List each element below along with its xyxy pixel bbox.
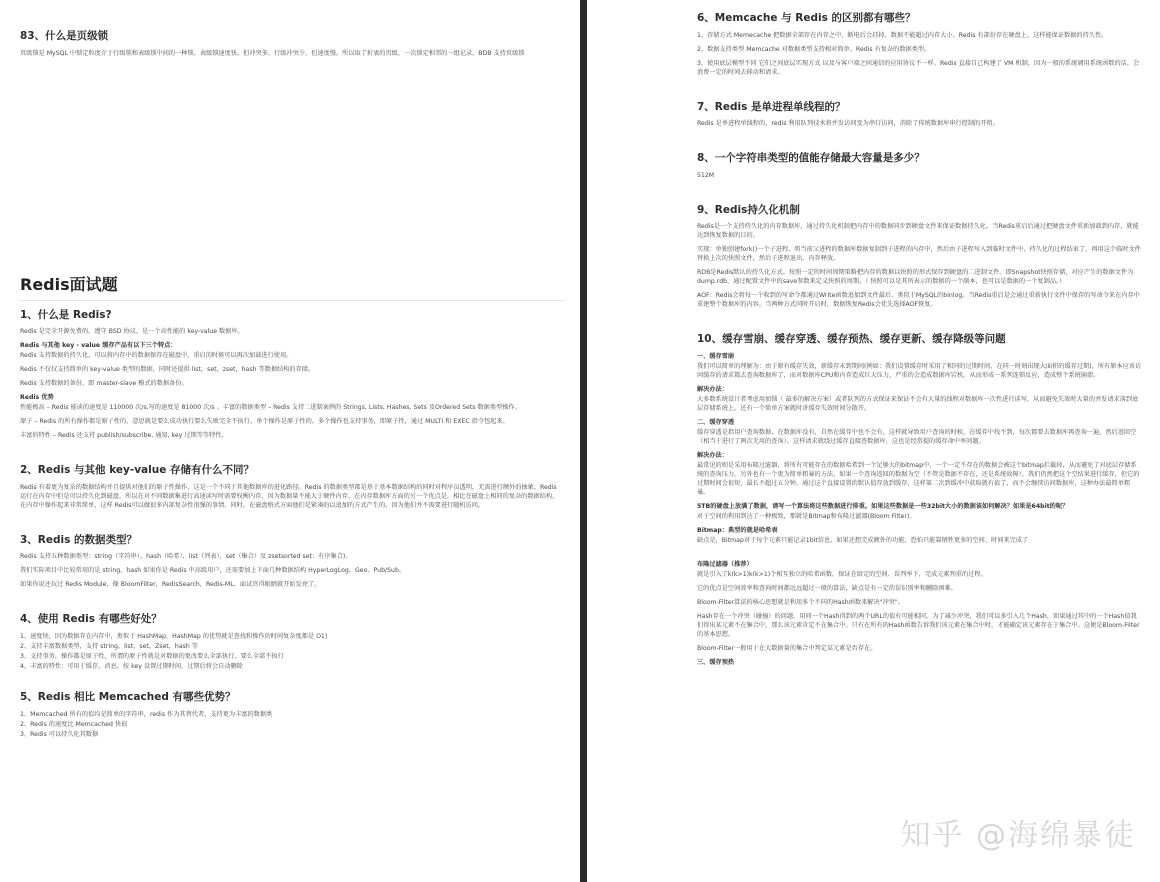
paragraph: Hash存在一个冲突（碰撞）的问题，用同一个Hash得到的两个URL的值有可能相同。为了减少冲突，我们可以多引入几个Hash，如果通过其中的一个Hash值我们得出某元素不在集合中，那么该元素肯定不在集合中。只有在所有的Hash函数告诉我们该元素在集合中时，才能确定该元素存在于集合中。这便是Bloom-Filter的基本思想。: [697, 612, 1140, 638]
paragraph: 它的优点是空间效率和查询时间都远远超过一般的算法，缺点是有一定的误识别率和删除困难。: [697, 584, 957, 592]
subheading: 一、缓存雪崩: [697, 352, 735, 360]
list-item: 3、Redis 可以持久化其数据: [20, 730, 99, 738]
page-divider: [580, 0, 587, 882]
paragraph: Redis 支持数据的备份，即 master-slave 模式的数据备份。: [20, 380, 188, 388]
paragraph: Redis 支持数据的持久化，可以将内存中的数据保存在磁盘中，重启的时候可以再次加载进行使用。: [20, 352, 293, 360]
paragraph: 我们实际项目中比较常用的是 string，hash 如果你是 Redis 中高级用户，还需要加上下面几种数据结构 HyperLogLog、Geo、Pub/Sub。: [20, 567, 406, 575]
paragraph: 缺点是，Bitmap对于每个元素只能记录1bit信息，如果还想完成额外的功能，恐怕只能靠牺牲更多的空间、时间来完成了: [697, 536, 1029, 544]
subheading: Bitmap：典型的就是哈希表: [697, 526, 778, 534]
paragraph: 实现：单独创建fork()一个子进程，将当前父进程的数据库数据复制到子进程的内存中，然后由子进程写入到临时文件中，持久化的过程结束了，再用这个临时文件替换上次的快照文件，然后子进程退出，内存释放。: [697, 246, 1141, 263]
paragraph: 大多数系统设计者考虑用加锁（ 最多的解决方案）或者队列的方式保证来保证不会有大量的线程对数据库一次性进行读写，从而避免失效时大量的并发请求落到底层存储系统上。还有一个简单方案就时讲缓存失效时间分散开。: [697, 395, 1139, 412]
list-item: 2、支持丰富数据类型，支持 string，list，set，Zset，hash 等: [20, 642, 198, 650]
paragraph: 512M: [697, 171, 715, 179]
section-title-1: 1、什么是 Redis?: [20, 308, 112, 321]
list-item: 2、Redis 的速度比 Memcached 快很: [20, 720, 128, 728]
paragraph: 就是引入了k(k>1)k(k>1)个相互独立的哈希函数，保证在给定的空间、误判率下，完成元素判重的过程。: [697, 570, 987, 578]
paragraph: Bloom-Filter一般用于在大数据量的集合中判定某元素是否存在。: [697, 644, 877, 652]
zhihu-watermark: 知乎 @海绵暴徒: [900, 818, 1136, 853]
section-title-2: 2、Redis 与其他 key-value 存储有什么不同？: [20, 464, 254, 477]
list-item: 1、速度快，因为数据存在内存中，类似于 HashMap，HashMap 的优势就是查找和操作的时间复杂度都是 O1): [20, 632, 328, 640]
paragraph: 最常见的则是采用布隆过滤器，将所有可能存在的数据哈希到一个足够大的bitmap中，一个一定不存在的数据会被这个bitmap拦截掉，从而避免了对底层存储系统的查询压力。另外也有一个更为简单粗暴的方法，如果一个查询返回的数据为空（不管是数据不存在，还是系统故障），我们仍然把这个空结果进行缓存，但它的过期时间会很短，最长不超过五分钟。通过这个直接设置的默认值存放到缓存，这样第二次到缓冲中获取就有值了，而不会继续访问数据库，这种办法最简单粗暴。: [697, 461, 1140, 496]
subheading: 解决办法：: [697, 385, 728, 393]
paragraph: 我们可以简单的理解为：由于原有缓存失效，新缓存未到期间(例如：我们设置缓存时采用了相同的过期时间，在同一时刻出现大面积的缓存过期)，所有原本应该访问缓存的请求都去查询数据库了，而对数据库CPU和内存造成巨大压力，严重的会造成数据库宕机。从而形成一系列连锁反应，造成整个系统崩溃。: [697, 362, 1142, 379]
paragraph: 缓存穿透是指用户查询数据，在数据库没有，自然在缓存中也不会有。这样就导致用户查询的时候，在缓存中找不到，每次都要去数据库再查询一遍，然后返回空（相当于进行了两次无用的查询）。这样请求就绕过缓存直接查数据库，这也是经常提的缓存命中率问题。: [697, 428, 1137, 445]
paragraph: 丰富的特性 – Redis 还支持 publish/subscribe, 通知, key 过期等等特性。: [20, 432, 228, 440]
list-item: 4、丰富的特性：可用于缓存，消息，按 key 设置过期时间，过期后将会自动删除: [20, 662, 243, 670]
paragraph: Redis 是完全开源免费的，遵守 BSD 协议，是一个高性能的 key-value 数据库。: [20, 328, 244, 336]
section-title-10: 10、缓存雪崩、缓存穿透、缓存预热、缓存更新、缓存降级等问题: [697, 333, 1006, 346]
section-title-7: 7、Redis 是单进程单线程的？: [697, 100, 846, 113]
paragraph: Redis 不仅仅支持简单的 key-value 类型的数据，同时还提供 list，set，zset，hash 等数据结构的存储。: [20, 366, 315, 374]
subheading: 布隆过滤器（推荐）: [697, 560, 753, 568]
section-title-6: 6、Memcache 与 Redis 的区别都有哪些？: [697, 12, 916, 24]
document-page-right: [587, 0, 1160, 882]
paragraph: RDB是Redis默认的持久化方式。按照一定的时间周期策略把内存的数据以快照的形式保存到硬盘的二进制文件。即Snapshot快照存储，对应产生的数据文件为dump.rdb，通过配置文件中的save参数来定义快照的周期。（ 快照可以是其所表示的数据的一个副本，也可以是数据的一个复制品。）: [697, 269, 1134, 286]
paragraph: 3、使用底层模型不同 它们之间底层实现方式 以及与客户端之间通信的应用协议不一样。Redis 直接自己构建了 VM 机制，因为一般的系统调用系统函数的话，会浪费一定的时间去移动和请求。: [697, 59, 1140, 76]
section-title-9: 9、Redis持久化机制: [697, 203, 800, 216]
subheading: Redis 优势: [20, 394, 54, 402]
paragraph: Redis 有着更为复杂的数据结构并且提供对他们的原子性操作，这是一个不同于其他数据库的进化路径。Redis 的数据类型都是基于基本数据结构的同时对程序员透明，无需进行额外的抽象。Redis 运行在内存中但是可以持久化到磁盘，所以在对不同数据集进行高速读写时需要权衡内存，因为数据量不能大于硬件内存。在内存数据库方面的另一个优点是，相比在磁盘上相同的复杂的数据结构，在内存中操作起来非常简单，这样 Redis可以做很多内部复杂性很强的事情。同时，在磁盘格式方面他们是紧凑的以追加的方式产生的，因为他们并不需要进行随机访问。: [20, 483, 559, 509]
paragraph: 1、存储方式 Memecache 把数据全部存在内存之中，断电后会挂掉，数据不能超过内存大小。Redis 有部份存在硬盘上，这样能保证数据的持久性。: [697, 31, 1108, 39]
list-item: 1、Memcached 所有的值均是简单的字符串，redis 作为其替代者，支持更为丰富的数据类: [20, 710, 273, 718]
paragraph: Redis是一个支持持久化的内存数据库，通过持久化机制把内存中的数据同步到硬盘文件来保证数据持久化。当Redis重启后通过把硬盘文件重新加载到内存，就能达到恢复数据的目的。: [697, 223, 1139, 240]
paragraph: Bloom-Filter算法的核心思想就是利用多个不同的Hash函数来解决"冲突"。: [697, 598, 904, 606]
subheading: 二、缓存穿透: [697, 418, 735, 426]
list-item: 3、支持事务，操作都是原子性，所谓的原子性就是对数据的更改要么全部执行，要么全部不执行: [20, 652, 284, 660]
section-title-5: 5、Redis 相比 Memcached 有哪些优势？: [20, 690, 236, 703]
section-title-83: 83、什么是页级锁: [20, 30, 109, 42]
paragraph: 页级锁是 MySQL 中锁定粒度介于行级锁和表级锁中间的一种锁。表级锁速度快，但冲突多，行级冲突少，但速度慢。所以取了折衷的页级，一次锁定相邻的一组记录。BDB 支持页级锁: [20, 49, 525, 57]
subheading: 5TB的硬盘上放满了数据，请写一个算法将这些数据进行排重。如果这些数据是一些32bit大小的数据该如何解决？如果是64bit的呢？: [697, 502, 1069, 510]
paragraph: Redis 支持五种数据类型：string（字符串），hash（哈希），list（列表），set（集合）及 zsetsorted set：有序集合)。: [20, 553, 352, 561]
section-title-8: 8、一个字符串类型的值能存储最大容量是多少？: [697, 152, 925, 165]
subheading: 三、缓存预热: [697, 658, 735, 666]
paragraph: AOF：Redis会将每一个收到的写命令都通过Write函数追加到文件最后，类似于MySQL的binlog。当Redis重启是会通过重新执行文件中保存的写命令来在内存中重建整个数据库的内容。当两种方式同时开启时，数据恢复Redis会优先选择AOF恢复。: [697, 292, 1140, 309]
paragraph: Redis 是单进程单线程的，redis 利用队列技术将并发访问变为串行访问，消除了传统数据库串行控制的开销。: [697, 120, 999, 128]
paragraph: 如果你说还玩过 Redis Module，像 BloomFilter，RedisSearch，Redis-ML，面试官得眼睛就开始发亮了。: [20, 581, 321, 589]
paragraph: 性能极高 – Redis 能读的速度是 110000 次/s,写的速度是 81000 次/s 。丰富的数据类型 – Redis 支持二进制案例的 Strings, Lists, Hashes, Sets 及Ordered Sets 数据类型操作。: [20, 404, 521, 412]
section-title-4: 4、使用 Redis 有哪些好处？: [20, 613, 162, 626]
section-title-3: 3、Redis 的数据类型？: [20, 533, 138, 546]
paragraph: 2、数据支持类型 Memcache 对数据类型支持相对简单。Redis 有复杂的数据类型。: [697, 45, 931, 53]
subheading: 解决办法：: [697, 451, 728, 459]
paragraph: 对于空间的利用到达了一种极致，那就是Bitmap和布隆过滤器(Bloom Filter)。: [697, 512, 916, 520]
paragraph: 原子 – Redis 的所有操作都是原子性的，意思就是要么成功执行要么失败完全不执行。单个操作是原子性的。多个操作也支持事务，即原子性，通过 MULTI 和 EXEC 指令包起来。: [20, 418, 509, 426]
page-title: Redis面试题: [20, 272, 564, 301]
subheading: Redis 与其他 key - value 缓存产品有以下三个特点：: [20, 342, 177, 350]
